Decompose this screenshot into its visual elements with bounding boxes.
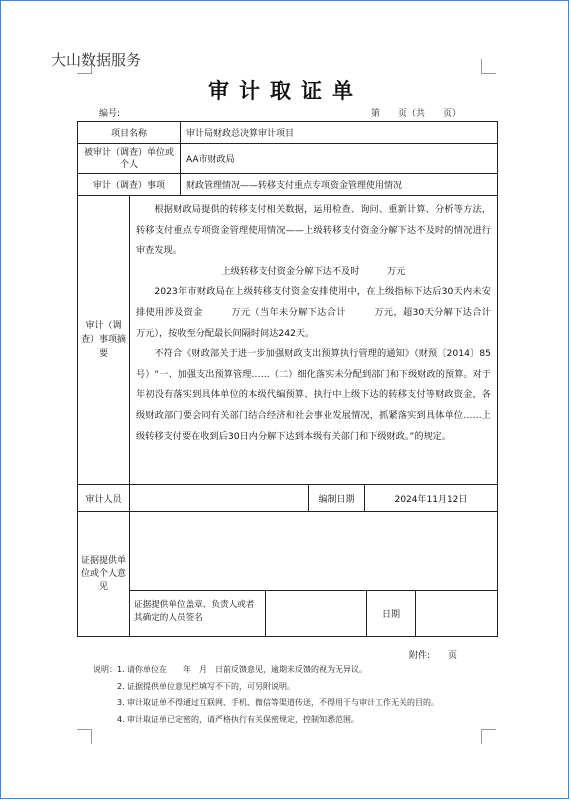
summary-row bbox=[78, 196, 519, 485]
matter-label: 审计（调查）事项 bbox=[78, 174, 181, 195]
signature-field[interactable] bbox=[266, 591, 367, 636]
summary-paragraph-1: 根据财政局提供的转移支付相关数据，运用检查、询问、重新计算、分析等方法，转移支付重点专项资金管理使用情况——上级转移支付资金分解下达不及时的情况进行审查发现。 bbox=[136, 204, 491, 257]
auditor-row bbox=[78, 485, 497, 512]
evidence-form bbox=[77, 121, 519, 637]
note-prefix: 3. bbox=[117, 698, 125, 707]
note-text: 审计取证单已定密的，请严格执行有关保密规定，控制知悉范围。 bbox=[127, 714, 359, 724]
signature-label: 证据提供单位盖章、负责人或者其确定的人员签名 bbox=[130, 591, 266, 636]
note-prefix: 2. bbox=[117, 681, 125, 691]
number-label: 编号: bbox=[99, 109, 121, 119]
attachment-pages: 附件: 页 bbox=[409, 651, 458, 661]
summary-text[interactable] bbox=[130, 196, 519, 484]
summary-label: 审计（调查）事项摘要 bbox=[78, 196, 130, 484]
note-text: 请你单位在 年 月 日前反馈意见，逾期未反馈的视为无异议。 bbox=[127, 665, 367, 674]
margin-mark-top-right bbox=[481, 59, 496, 74]
date-value[interactable]: 2024年11月12日 bbox=[394, 494, 468, 505]
note-prefix: 说明：1. bbox=[93, 665, 125, 674]
note-item bbox=[93, 712, 439, 729]
note-item bbox=[93, 679, 439, 696]
note-text: 证据提供单位意见栏填写不下的，可另附说明。 bbox=[127, 681, 295, 691]
summary-paragraph-2: 上级转移支付资金分解下达不及时 万元 bbox=[221, 265, 406, 277]
auditee-row bbox=[78, 144, 497, 174]
matter-value[interactable]: 财政管理情况——转移支付重点专项资金管理使用情况 bbox=[186, 181, 403, 191]
evidence-opinion-field[interactable] bbox=[130, 512, 497, 590]
date-label: 编制日期 bbox=[309, 485, 365, 511]
auditor-label: 审计人员 bbox=[78, 485, 130, 511]
page-title: 审计取证单 bbox=[208, 78, 363, 103]
evidence-row bbox=[78, 512, 497, 636]
auditee-value[interactable]: AA市财政局 bbox=[186, 155, 235, 165]
page-header: 大山数据服务 bbox=[51, 51, 142, 69]
margin-mark-bottom-right bbox=[481, 729, 496, 744]
summary-paragraph-3: 2023年市财政局在上级转移支付资金安排使用中，在上级指标下达后30天内未安排使用涉及资金 万元（当年未分解下达合计 万元，超30天分解下达合计 万元），按收至分配最长间隔时间达242天。 bbox=[136, 286, 519, 339]
notes-list bbox=[93, 662, 439, 728]
project-row bbox=[78, 122, 497, 144]
project-label: 项目名称 bbox=[78, 122, 181, 143]
evidence-date-label: 日期 bbox=[367, 591, 416, 636]
note-item bbox=[93, 662, 439, 679]
evidence-label: 证据提供单位或个人意见 bbox=[78, 512, 130, 636]
auditee-label: 被审计（调查）单位或个人 bbox=[78, 144, 181, 173]
note-prefix: 4. bbox=[117, 714, 125, 724]
signature-row bbox=[130, 590, 497, 636]
evidence-area bbox=[130, 512, 497, 636]
matter-row bbox=[78, 174, 497, 196]
auditor-value[interactable] bbox=[130, 485, 309, 511]
margin-mark-bottom-left bbox=[77, 729, 92, 744]
note-item bbox=[93, 695, 439, 712]
note-text: 审计取证单不得通过互联网、手机、微信等渠道传送，不得用于与审计工作无关的目的。 bbox=[127, 698, 439, 707]
page-count: 第 页（共 页） bbox=[371, 109, 462, 119]
evidence-date-field[interactable] bbox=[416, 591, 497, 636]
summary-paragraph-4: 不符合《财政部关于进一步加强财政支出预算执行管理的通知》（财预〔2014〕85号）“一、加强支出预算管理……（二）细化落实未分配到部门和下级财政的预算。对于年初没有落实到具体单位的本级代编预算、执行中上级下达的转移支付等财政资金，各级财政部门要会同有关部门结合经济和社会事业发展情况，抓紧落实到具体单位……上级转移支付要在收到后30日内分解下达到本级有关部门和下级财政。”的规定。 bbox=[136, 348, 491, 442]
project-value[interactable]: 审计局财政总决算审计项目 bbox=[186, 129, 295, 139]
